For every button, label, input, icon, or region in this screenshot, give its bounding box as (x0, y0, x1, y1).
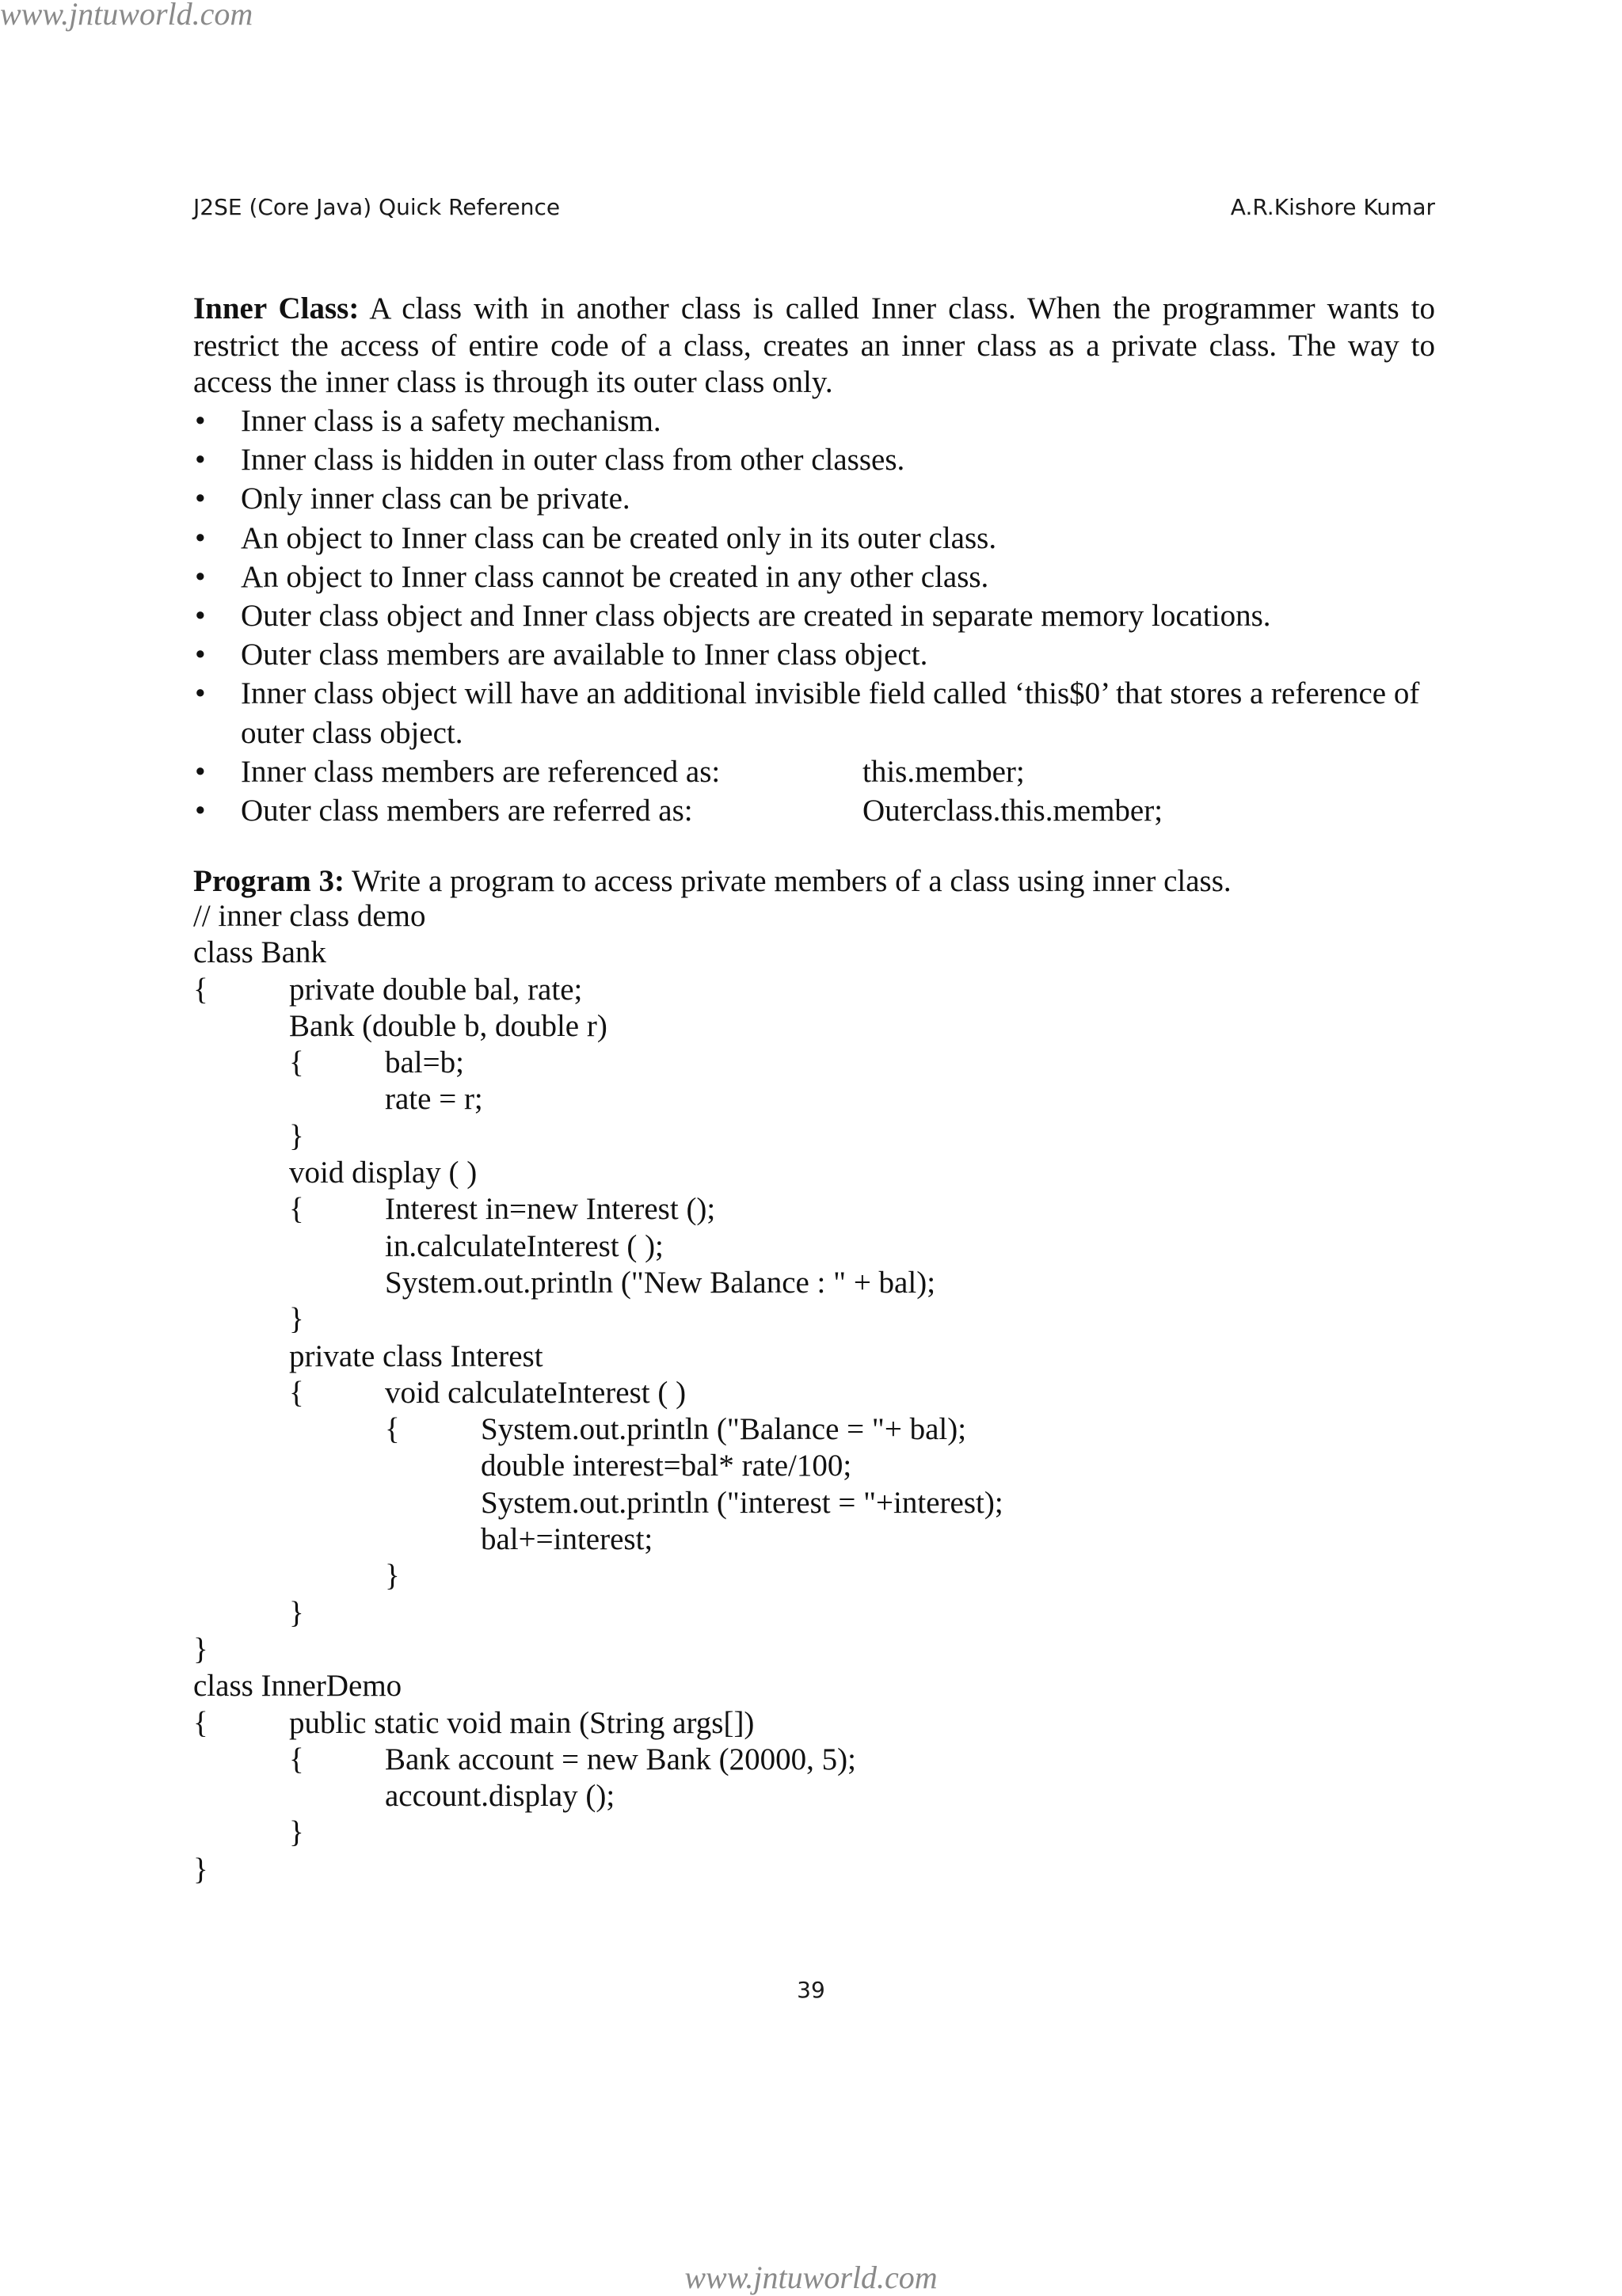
code-brace: } (289, 1118, 304, 1153)
code-text: void display ( ) (289, 1156, 478, 1190)
list-item: • Inner class object will have an additional invisible field called ‘this$0’ that stores a reference of outer class object. (193, 674, 1435, 752)
program-label: Program 3: (193, 864, 345, 898)
list-item: • Inner class is hidden in outer class from other classes. (193, 440, 1435, 479)
watermark-bottom: www.jntuworld.com (684, 2260, 938, 2295)
code-brace: { (385, 1412, 400, 1447)
code-text: private class Interest (289, 1338, 543, 1373)
code-text: in.calculateInterest ( ); (385, 1228, 664, 1263)
reference-item (193, 752, 1435, 791)
reference-value: this.member; (862, 754, 1025, 789)
list-item: • An object to Inner class cannot be created in any other class. (193, 558, 1435, 596)
page-number: 39 (797, 1977, 825, 2003)
reference-label: Outer class members are referred as: (241, 794, 693, 828)
code-text: bal=b; (385, 1045, 464, 1080)
definition-text: A class with in another class is called Inner class. When the programmer wants to restrict the access of entire code of a class, creates an inner class as a private class. The way to access the inner class is through its outer class only. (193, 291, 1435, 399)
code-brace: } (385, 1559, 400, 1593)
watermark-top: www.jntuworld.com (0, 0, 253, 32)
code-text: bal+=interest; (481, 1522, 653, 1557)
program-heading (193, 863, 1435, 901)
code-brace: } (289, 1815, 304, 1850)
code-text: private double bal, rate; (289, 972, 583, 1007)
code-text: void calculateInterest ( ) (385, 1375, 687, 1410)
bullet-list (193, 402, 1435, 830)
code-text: account.display (); (385, 1779, 615, 1814)
code-text: Interest in=new Interest (); (385, 1192, 716, 1227)
code-text: System.out.println ("New Balance : " + bal); (385, 1265, 936, 1300)
code-text: System.out.println ("Balance = "+ bal); (481, 1412, 967, 1447)
code-brace: { (193, 1705, 208, 1740)
header-title: J2SE (Core Java) Quick Reference (193, 194, 561, 220)
code-text: // inner class demo (193, 899, 426, 933)
code-text: Bank (double b, double r) (289, 1008, 607, 1043)
code-text: System.out.println ("interest = "+interest); (481, 1485, 1003, 1520)
code-brace: } (289, 1595, 304, 1630)
code-text: public static void main (String args[]) (289, 1705, 755, 1740)
list-item: • Only inner class can be private. (193, 479, 1435, 518)
reference-item (193, 791, 1435, 830)
code-brace: } (193, 1632, 208, 1666)
header-author: A.R.Kishore Kumar (1230, 194, 1435, 220)
code-text: class InnerDemo (193, 1669, 402, 1704)
reference-label: Inner class members are referenced as: (241, 754, 721, 789)
code-brace: } (193, 1852, 208, 1887)
list-item: • Inner class is a safety mechanism. (193, 402, 1435, 440)
code-brace: { (289, 1045, 304, 1080)
code-brace: { (193, 972, 208, 1007)
code-text: Bank account = new Bank (20000, 5); (385, 1742, 856, 1776)
program-description: Write a program to access private members of a class using inner class. (352, 864, 1232, 898)
list-item: • Outer class object and Inner class objects are created in separate memory locations. (193, 596, 1435, 635)
code-text: class Bank (193, 935, 326, 970)
reference-value: Outerclass.this.member; (862, 794, 1163, 828)
code-brace: { (289, 1742, 304, 1776)
definition-term: Inner Class: (193, 291, 360, 326)
list-item: • An object to Inner class can be created only in its outer class. (193, 519, 1435, 558)
list-item: • Outer class members are available to Inner class object. (193, 635, 1435, 674)
code-text: rate = r; (385, 1082, 483, 1117)
code-brace: { (289, 1375, 304, 1410)
inner-class-definition (193, 291, 1435, 402)
code-brace: } (289, 1302, 304, 1337)
code-text: double interest=bal* rate/100; (481, 1449, 852, 1483)
code-brace: { (289, 1192, 304, 1227)
